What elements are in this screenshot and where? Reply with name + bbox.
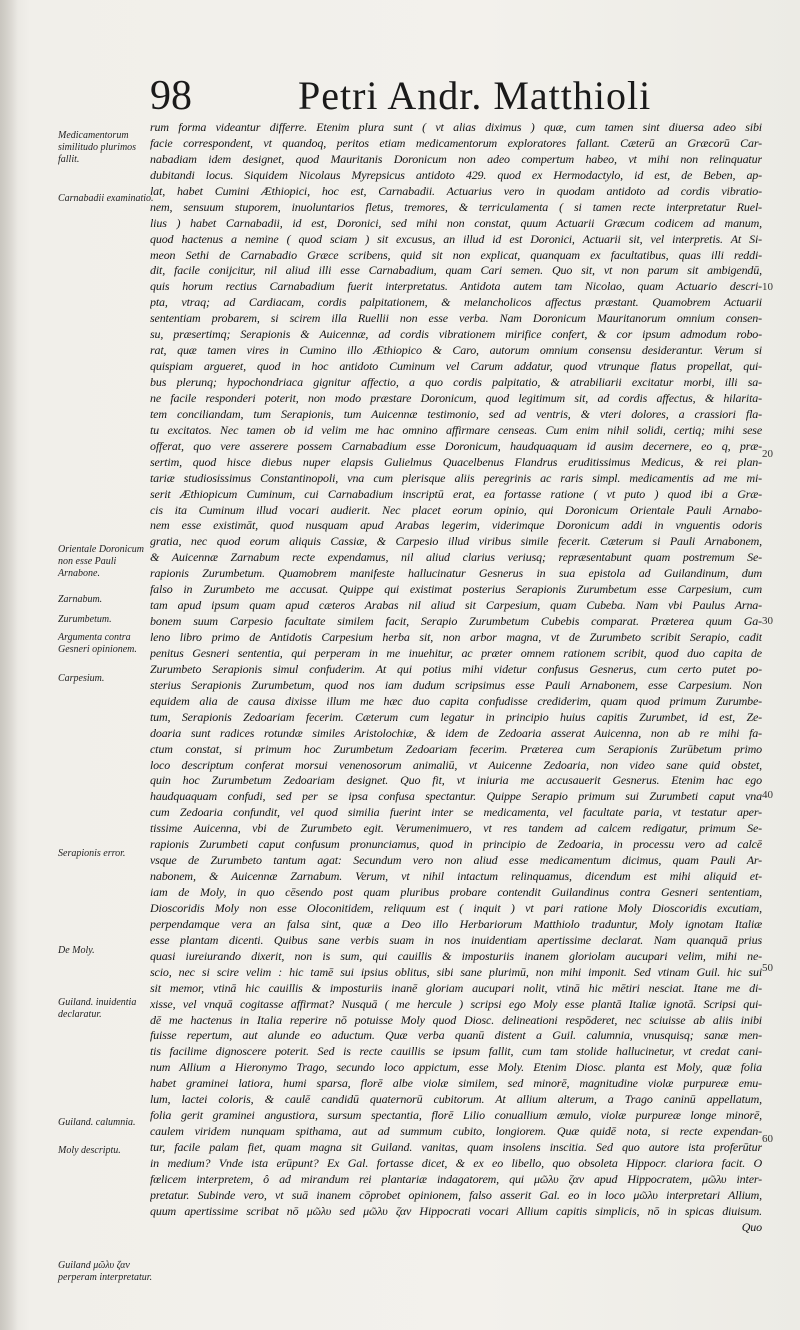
text-line: tem conciliandam, tum Serapionis, tum Auicennæ testimonio, sed ad ventris, & vteri dolores, a crassiori fla- [150, 406, 762, 421]
text-line: bus plerunq; hypochondriaca gignitur affectio, a quo cordis palpitatio, & atrabiliarii excitatur morbi, illi sa- [150, 375, 762, 389]
text-line: tam apud ipsum quam apud cæteros Arabas nil aliud sit Carpesium, quam Cubeba. Nam vbi Paulus Arna- [150, 598, 762, 613]
text-line: dē me hactenus in Italia reperire nō potuisse Moly quod Diosc. delineationi respōderet, nec sciuisse ab aliis inibi [150, 1012, 762, 1027]
page-number: 98 [150, 73, 192, 119]
text-line: iam de Moly, in quo cēsendo post quam pluribus probare contendit Guilandinus contra Gesneri sententiam, [150, 885, 762, 899]
text-line: sterius Serapionis Zurumbetum, quod nos iam dudum scripsimus esse Pauli Arnabonem, esse Carpesium. Non [150, 677, 762, 692]
text-line: pta, vtraq; ad Cardiacam, cordis palpitationem, & melancholicos affectus præstant. Quamobrem Actuarii [150, 295, 762, 310]
text-line: haudquaquam confudi, sed per se ipsa confusa spectantur. Quippe Serapio primum sui Zurumbeti caput vna [150, 789, 762, 804]
text-line: lum, lactei coloris, & caulē candidū quaternorū cubitorum. At allium alterum, a Trago caninū appellatum, [150, 1092, 762, 1107]
margin-note: Guiland. inuidentia declaratur. [58, 997, 137, 1020]
text-line: equidem alia de causa dixisse illum me hæc duo capita confudisse crediderim, quam quod primum Zurumbe- [150, 693, 762, 708]
margin-note: Medicamentorum similitudo plurimos fallit. [58, 130, 137, 165]
text-line: num Allium a Hieronymo Trago, secundo loco appictum, esse Moly. Etenim Diosc. planta est Moly, quæ folia [150, 1060, 762, 1075]
margin-note: Zurumbetum. [58, 614, 112, 625]
text-line: vsque de Zurumbeto tantum agat: Secundum vero non aliud esse medicamentum dicimus, quam Pauli Ar- [150, 853, 762, 868]
margin-note: Guiland. calumnia. [58, 1117, 136, 1128]
text-line: dubitandi locus. Siquidem Nicolaus Myrepsicus antidoto 429. quod ex Hermodactylo, id est, de Beben, ap- [150, 167, 762, 182]
line-number: 30 [762, 615, 773, 627]
text-line: nabonem, & Auicennæ Zarnabum. Verum, vt nihil intactum relinquamus, dicendum est mihi aliquid et- [150, 869, 762, 884]
text-line: tissime Auicenna, vbi de Zurumbeto egit. Verumenimuero, vt res tandem ad calcem redigatur, primum Se- [150, 821, 762, 836]
text-line: nem, sensuum stuporem, inuoluntarios fletus, tremores, & terriculamenta ( si tamen recte interpretatur Ruel- [150, 199, 762, 214]
text-line: penitus Gesneri sententia, qui perperam in me inuehitur, ac præter omnem rationem scribit, quod duo capita de [150, 645, 762, 660]
gutter-shadow [0, 0, 18, 1330]
text-line: sertim, quod hisce diebus nuper elapsis Gulielmus Quacelbenus Flandrus eruditissimus Medicus, & rei plan- [150, 454, 762, 469]
text-line: quum apertissime scribat nō μῶλυ sed μῶλυ ζαν Hippocrati vocari Allium capitis simplicis, nō in spicas diuisum. [150, 1203, 762, 1218]
text-line: ctum constat, si primum hoc Zurumbetum Zedoariam fecerim. Præterea cum Serapionis Zurūbetum primo [150, 741, 762, 756]
margin-note: Carpesium. [58, 673, 105, 684]
text-line: falso in Zurumbeto me accusat. Quippe qui existimat posterius Serapionis Zurumbetum esse Carpesium, cum [150, 582, 762, 597]
text-line: fœlicem interpretem, ô ad mirandum rei plantariæ indagatorem, qui μῶλυ ζαν apud Hippocratem, μῶλυ inter- [150, 1171, 762, 1186]
line-number: 10 [762, 281, 773, 293]
text-line: tum, Serapionis Zedoariam fecerim. Cæterum cum legatur in principio huius capitis Zurumbet, id est, Ze- [150, 709, 762, 724]
text-line: quis horum rectius Carnabadium fuerit interpretatus. Antidota autem tam Nicolao, quam Actuario descri- [150, 279, 762, 294]
text-line: quispiam argueret, quod in hoc antidoto Cuminum vel Carum addatur, quod vtrunque flatus propellat, qui- [150, 359, 762, 374]
line-number: 40 [762, 789, 773, 801]
text-line: sententiam probarem, si scirem illa Ruellii non esse verba. Nam Doronicum Mauritanorum omnium consen- [150, 311, 762, 326]
text-line: habet graminei latiora, humi sparsa, florē albe violæ similem, sed minorē, magnitudine violæ purpureæ emu- [150, 1076, 762, 1091]
line-number: 20 [762, 448, 773, 460]
text-line: su, præsertimq; Serapionis & Auicennæ, ad cordis vibrationem mirifice confert, & cor ipsum admodum robo- [150, 327, 762, 342]
text-line: xisse, vel vnquā cogitasse affirmat? Nusquā ( me hercule ) scripsi ego Moly esse plantā Italiæ ignotā. Scripsi qui- [150, 996, 762, 1011]
text-line: leno libro primo de Antidotis Carpesium herba sit, non arbor magna, vt de Zurumbeto scribit Serapio, cadit [150, 630, 762, 644]
text-line: tis facilime dignoscere poterit. Sed is recte cauillis se ipsum fallit, cum tam stolide hallucinetur, vt credat cani- [150, 1044, 762, 1059]
text-line: perpendamque vera an falsa sint, quæ a Deo illo Herbariorum Matthiolo traduntur, Moly ignotam Italiæ [150, 916, 762, 931]
text-line: bonem suum Carpesio facultate similem facit, Serapio Zurumbetum Cubebis comparat. Præterea quum Ga- [150, 614, 762, 629]
text-line: fuisse repertum, aut alunde eo aductum. Quæ verba quanū distent a Guil. calumnia, vnusquisq; sanæ men- [150, 1028, 762, 1043]
margin-note: Moly descriptu. [58, 1145, 121, 1156]
text-line: folia gerit graminei angustiora, sursum spectantia, florē Lilio conuallium æmulo, violæ purpureæ longe minorē, [150, 1108, 762, 1123]
text-line: ne facile responderi poterit, non modo præstare Doronicum, quod legitimum sit, ad cordis affectus, & hilarita- [150, 390, 762, 405]
text-line: Zurumbeto Serapionis simul confuderim. At qui potius mihi videtur confusus Gesnerus, cum certo putet po- [150, 661, 762, 676]
text-line: in medium? Vnde ista erūpunt? Ex Gal. fortasse dicet, & ex eo libello, quo obsoleta Hippocr. clariora facit. O [150, 1155, 762, 1170]
text-line: cum Zedoaria confundit, vel quod similia fuerint inter se medicamenta, vel facultate paria, vt testatur aper- [150, 805, 762, 820]
margin-note: Carnabadii examinatio. [58, 193, 154, 204]
text-line: rum forma videantur differre. Etenim plura sunt ( vt alias diximus ) quæ, cum tamen sint diuersa adeo sibi [150, 120, 762, 134]
margin-note: Serapionis error. [58, 848, 126, 859]
text-line: gratia, nec quod eorum aliquis Cassiæ, & Carpesio illud viribus simile fecerit. Cæterum si Pauli Arnabonem, [150, 534, 762, 549]
text-line: loco descriptum conferat morsui venenosorum animaliū, vt Auicenne Zedoaria, non video sane quid obstet, [150, 757, 762, 772]
text-line: quod hactenus a nemine ( quod sciam ) sit excusus, an illud id est Doronici, Actuarii sit, vel interpretis. At Si- [150, 231, 762, 246]
catchword: Quo [741, 1219, 762, 1234]
text-line: caulem viridem nunquam spithama, aut ad summum cubito, longiorem. Quæ quidē nota, si recte expendan- [150, 1124, 762, 1139]
text-line: facie correspondent, vt quandoq, peritos etiam medicamentorum exploratores fallant. Cæterū an Græcorū Car- [150, 135, 762, 150]
text-line: meon Sethi de Carnabadio Græce scribens, quid sit non explicat, quanquam ex facultatibus, quas illi reddi- [150, 247, 762, 262]
text-line: tu excitatos. Nec tamen ob id velim me hac omnino affirmare censeas. Cum enim nihil solidi, certiq; mihi sese [150, 422, 762, 437]
margin-note: Argumenta contra Gesneri opinionem. [58, 632, 137, 655]
text-line: rapionis Zurumbetum. Quamobrem manifeste hallucinatur Gesnerus in sua epistola ad Guilandinum, dum [150, 566, 762, 581]
text-line: serit Æthiopicum Cuminum, cui Carnabadium inscriptū erat, ea fortasse ratione ( vt puto ) quod ibi a Græ- [150, 486, 762, 501]
text-line: esse plantam dicenti. Quibus sane verbis suam in nos inuidentiam apertissime declarat. Nam quanquā prius [150, 932, 762, 947]
text-line: quasi iureiurando dixerit, non is sum, qui cauillis & imposturiis inanem gloriolam aucupari velim, mihi ne- [150, 948, 762, 963]
text-line: lius ) habet Carnabadii, id est, Doronici, sed mihi non constat, quum Actuarii Græcum codicem ad manum, [150, 215, 762, 230]
text-line: sit memor, vtinā hic cauillis & imposturiis inanē gloriam aucupari nolit, vtinā hic mētiri nesciat. Itane me di- [150, 980, 762, 995]
line-number: 50 [762, 962, 773, 974]
text-line: doaria sunt radices rotundæ similes Aristolochiæ, & idem de Zedoaria asserat Auicenna, non ab re mihi fa- [150, 725, 762, 740]
text-line: & Auicennæ Zarnabum recte expendamus, nil aliud clarius veriusq; repræsentabunt quam postremum Se- [150, 550, 762, 565]
text-line: nem esse existimāt, quod nusquam apud Arabas legerim, viderimque Doronicum addi in vnguentis odoris [150, 518, 762, 533]
body-text [150, 120, 762, 1236]
text-line: nabadiam idem designet, quod Mauritanis Doronicum non adeo compertum habeo, vt mihi non relinquatur [150, 151, 762, 166]
running-head: Petri Andr. Matthioli [298, 73, 652, 118]
text-line: cis ita Cuminum illud vocari audierit. Nec placet eorum opinio, qui Doronicum Orientale Pauli Arnabo- [150, 502, 762, 517]
line-number: 60 [762, 1133, 773, 1145]
text-line: dit, facile conijcitur, nil aliud illi esse Carnabadium, quam Cari semen. Quo sit, vt non parum sit ambigendū, [150, 263, 762, 278]
text-line: lat, habet Cumini Æthiopici, hoc est, Carnabadii. Actuarius vero in quodam antidoto ad cordis vibratio- [150, 183, 762, 198]
text-line: Dioscoridis Moly non esse Oloconitidem, reliquum est ( inquit ) vt pari ratione Moly Dioscoridis excutiam, [150, 900, 762, 915]
text-line: quin hoc Zurumbetum Zedoariam designet. Quo fit, vt iniuria me accusauerit Gesnerus. Etenim hac ego [150, 773, 762, 788]
margin-note: De Moly. [58, 945, 95, 956]
text-line: offerat, quo vere asserere possem Carnabadium esse Doronicum, haudquaquam id ausim decernere, eo q, præ- [150, 438, 762, 453]
margin-note: Orientale Doronicum non esse Pauli Arnabone. [58, 544, 145, 579]
text-line: tur, facile palam fiet, quam magna sit Guiland. vanitas, quam insolens inscitia. Sed quo autore ista proferūtur [150, 1140, 762, 1154]
text-line: rapionis Zurumbeti caput confusum pronunciamus, quod in principio de Zedoaria, in processu vero ad calcē [150, 837, 762, 852]
text-line: scio, nec si scire velim : hic tamē sui ipsius oblitus, sibi sane plurimū, non mihi imponit. Sed vtinam Guil. hic sui [150, 964, 762, 979]
text-line: rat, quæ tamen vires in Cumino illo Æthiopico & Caro, autorum omnium consensu desiderantur. Verum si [150, 343, 762, 358]
margin-note: Guiland μῶλυ ζαν perperam interpretatur. [58, 1260, 153, 1283]
margin-note: Zarnabum. [58, 594, 103, 605]
text-line: tariæ studiosissimus Constantinopoli, vna cum plerisque aliis peregrinis ac raris simpl. medicamentis ad me mi- [150, 470, 762, 485]
text-line: pretatur. Subinde vero, vt suā inanem cōprobet opinionem, falso asserit Gal. eo in loco μῶλυ interpretari Allium, [150, 1187, 762, 1202]
